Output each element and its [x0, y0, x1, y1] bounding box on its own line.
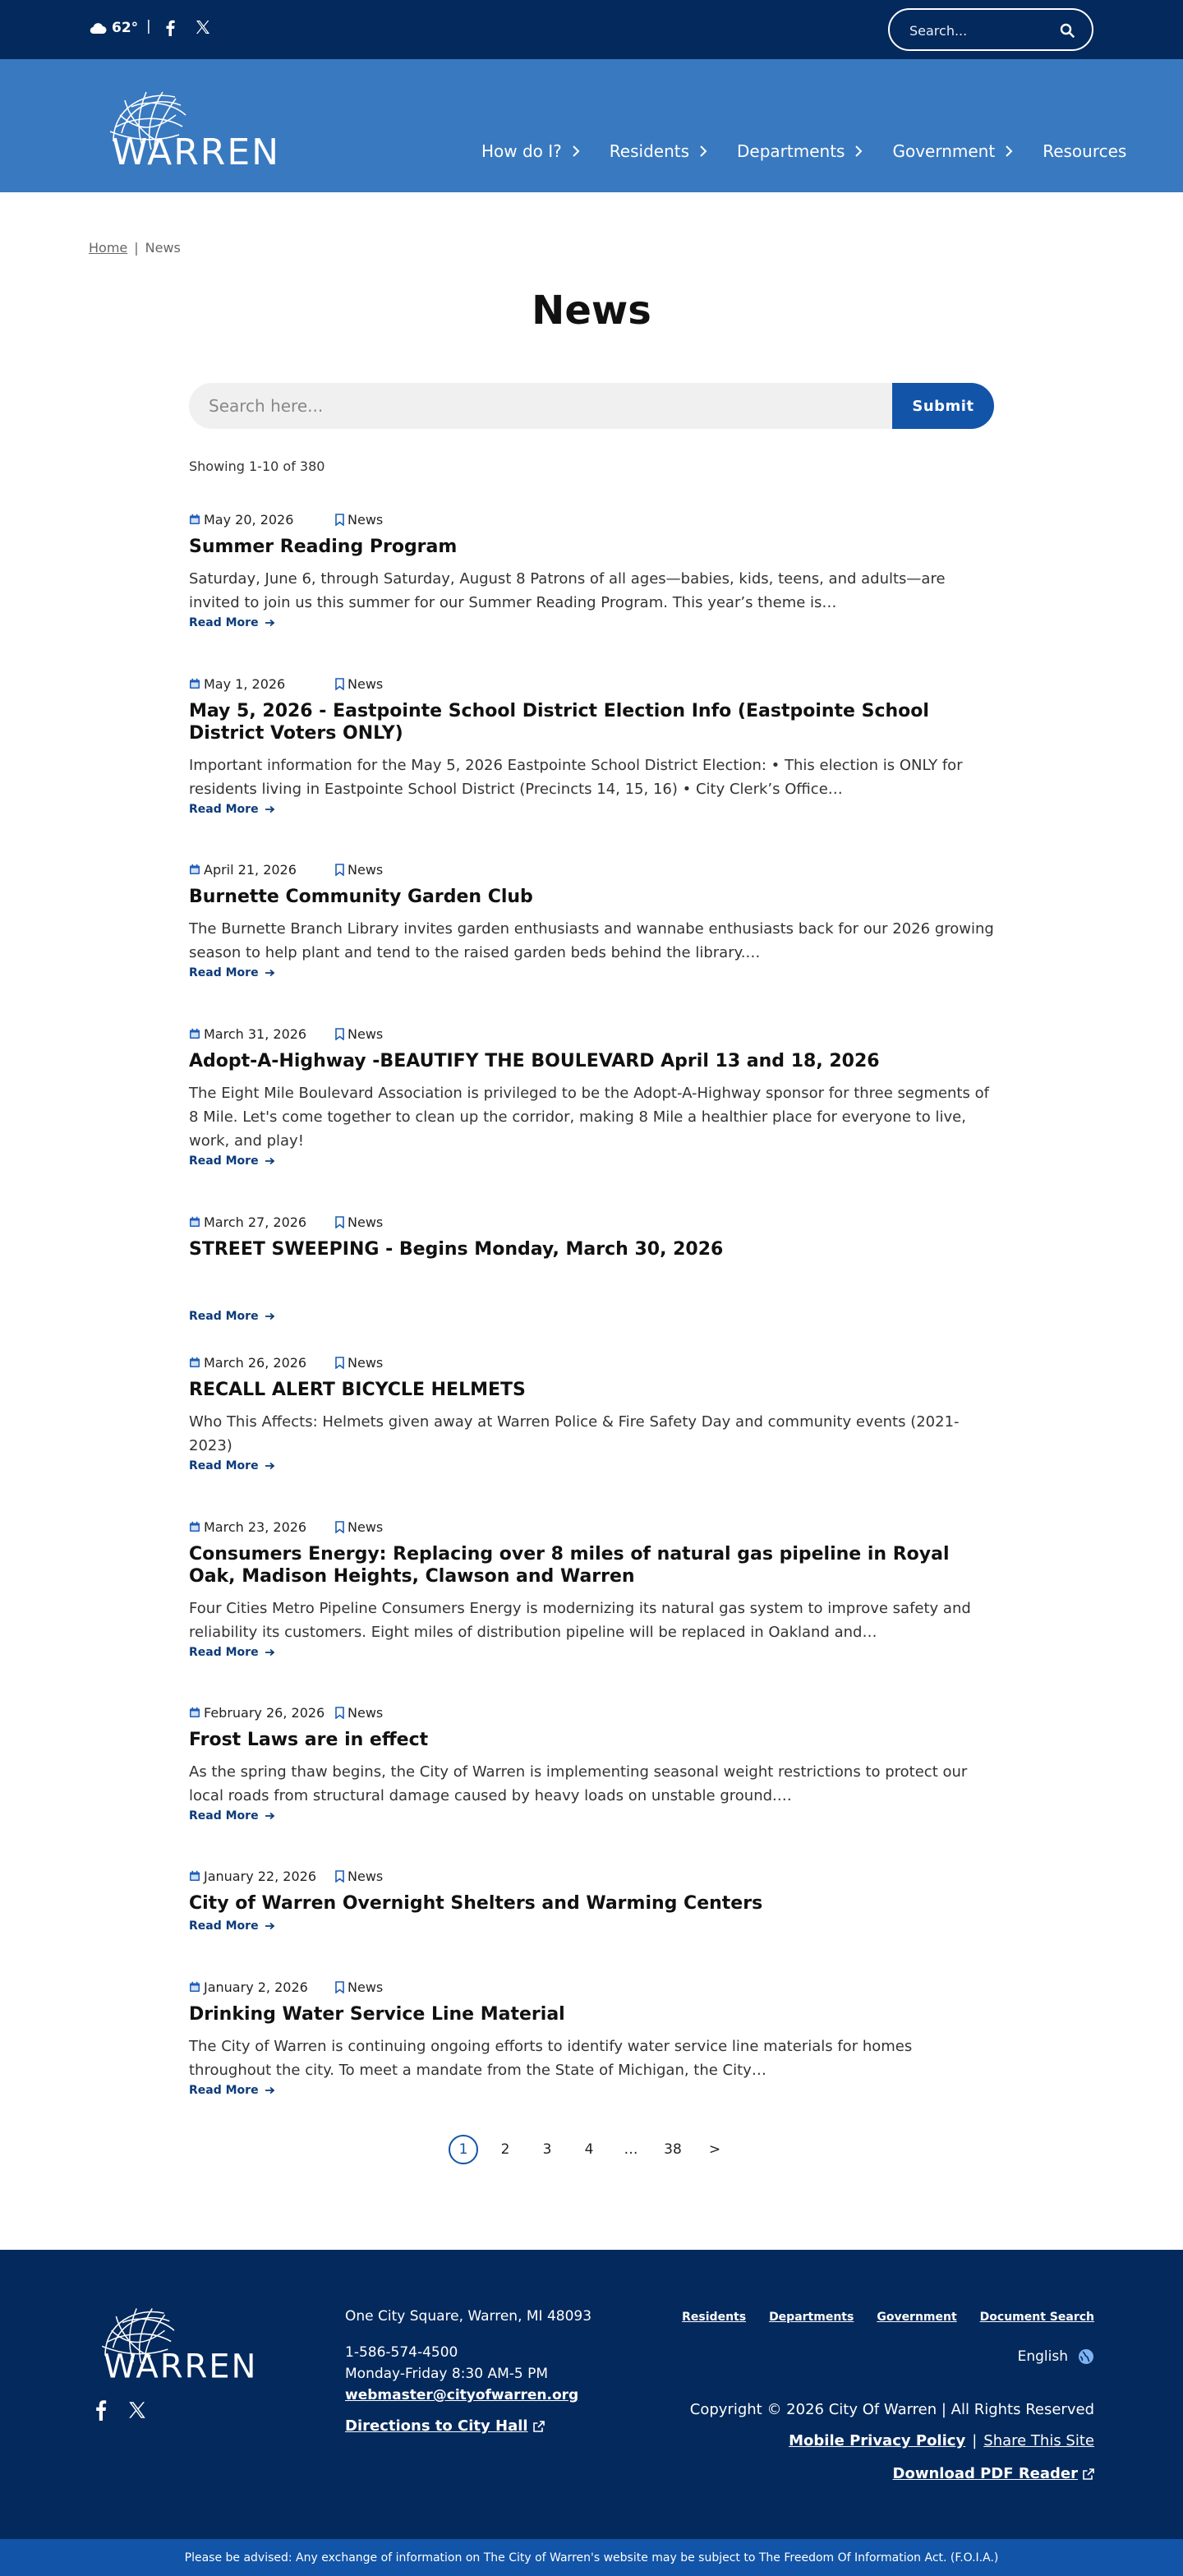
site-header: [0, 59, 1183, 192]
external-link-icon: [533, 2421, 545, 2432]
article-tag-label: News: [348, 1868, 384, 1884]
bookmark-icon: [335, 1981, 344, 1993]
breadcrumb-home-link[interactable]: Home: [89, 240, 128, 256]
pagination-page[interactable]: 2: [500, 2141, 510, 2158]
news-article: [189, 675, 997, 816]
article-tag[interactable]: [335, 862, 383, 878]
chevron-right-icon: [699, 145, 707, 158]
article-meta: [189, 1704, 997, 1721]
article-excerpt: As the spring thaw begins, the City of Warren is implementing seasonal weight restrictions to protect our local roads from structural damage caused by heavy loads on unstable ground.…: [189, 1763, 968, 1804]
weather-widget[interactable]: [89, 20, 138, 36]
article-tag-label: News: [348, 1025, 384, 1042]
news-search: [189, 383, 994, 429]
footer-links: [682, 2311, 1094, 2324]
nav-government[interactable]: [892, 141, 1013, 161]
x-twitter-icon[interactable]: [196, 20, 210, 35]
article-excerpt-empty: [189, 1260, 997, 1308]
pagination-page[interactable]: 4: [584, 2141, 594, 2158]
calendar-icon: [189, 1870, 200, 1882]
top-search-input[interactable]: [909, 21, 1057, 39]
footer-address: One City Square, Warren, MI 48093: [345, 2308, 592, 2325]
article-date: March 23, 2026: [204, 1518, 307, 1535]
article-meta: [189, 1868, 997, 1884]
article-date: March 26, 2026: [204, 1354, 307, 1371]
read-more-label: Read More: [189, 1809, 259, 1823]
bookmark-icon: [335, 1870, 344, 1882]
footer-phone[interactable]: 1-586-574-4500: [345, 2344, 458, 2361]
mobile-privacy-link[interactable]: Mobile Privacy Policy: [789, 2432, 966, 2449]
article-tag-label: News: [348, 1979, 384, 1995]
nav-departments[interactable]: [737, 141, 863, 161]
bookmark-icon: [335, 1357, 344, 1369]
article-title[interactable]: City of Warren Overnight Shelters and Warming Centers: [189, 1893, 763, 1914]
arrow-right-icon: [265, 2086, 275, 2094]
article-date: March 31, 2026: [204, 1025, 307, 1042]
calendar-icon: [189, 864, 200, 875]
breadcrumb-separator: |: [134, 240, 139, 256]
topbar-separator: |: [146, 18, 151, 35]
nav-residents[interactable]: [610, 141, 707, 161]
top-bar: [0, 0, 1183, 59]
news-search-input[interactable]: [189, 383, 892, 429]
read-more-label: Read More: [189, 1646, 259, 1659]
share-site-link[interactable]: Share This Site: [983, 2432, 1094, 2449]
article-meta: [189, 1214, 997, 1230]
article-date: April 21, 2026: [204, 861, 297, 878]
article-tag[interactable]: [335, 1869, 383, 1884]
article-excerpt: Who This Affects: Helmets given away at Warren Police & Fire Safety Day and community events (2021-2023): [189, 1413, 960, 1454]
read-more-label: Read More: [189, 1459, 259, 1472]
article-tag-label: News: [348, 1354, 384, 1371]
article-date: January 2, 2026: [204, 1979, 308, 1995]
article-date: January 22, 2026: [204, 1868, 316, 1884]
article-tag[interactable]: [335, 1355, 383, 1371]
article-tag[interactable]: [335, 1705, 383, 1721]
article-tag-label: News: [348, 1518, 384, 1535]
pdf-reader-link[interactable]: [893, 2465, 1094, 2482]
pagination-page[interactable]: 38: [664, 2141, 682, 2158]
calendar-icon: [189, 1521, 200, 1532]
bookmark-icon: [335, 1521, 344, 1533]
article-excerpt: The Eight Mile Boulevard Association is privileged to be the Adopt-A-Highway sponsor for three segments of 8 Mile. Let's come together to clean up the corridor, making 8 Mile a healthier place for everyone to live, work, and play!: [189, 1085, 989, 1150]
article-meta: [189, 1354, 997, 1371]
news-article: [189, 1518, 997, 1659]
page-title: News: [532, 288, 651, 334]
results-count: Showing 1-10 of 380: [189, 459, 325, 474]
warren-logo[interactable]: [97, 82, 311, 173]
read-more-link[interactable]: [189, 1646, 997, 1659]
arrow-right-icon: [265, 1157, 275, 1165]
article-tag[interactable]: [335, 512, 383, 528]
article-tag-label: News: [348, 511, 384, 528]
footer-x-twitter-icon[interactable]: [128, 2401, 146, 2419]
read-more-link[interactable]: [189, 1919, 997, 1933]
directions-label: Directions to City Hall: [345, 2417, 528, 2435]
footer-logo-text: WARREN: [104, 2348, 258, 2385]
read-more-label: Read More: [189, 1310, 259, 1323]
article-tag[interactable]: [335, 1026, 383, 1042]
article-date: February 26, 2026: [204, 1704, 325, 1721]
search-icon[interactable]: [1059, 22, 1075, 39]
article-excerpt: Saturday, June 6, through Saturday, August 8 Patrons of all ages—babies, kids, teens, and adults—are invited to join us this summer for our Summer Reading Program. This year’s theme is…: [189, 570, 946, 611]
globe-icon: [1078, 2348, 1094, 2365]
footer-contact: [345, 2306, 592, 2406]
breadcrumb-current: News: [145, 240, 181, 256]
read-more-link[interactable]: [189, 1809, 997, 1823]
article-title[interactable]: Drinking Water Service Line Material: [189, 2004, 565, 2025]
read-more-label: Read More: [189, 1154, 259, 1168]
article-title[interactable]: RECALL ALERT BICYCLE HELMETS: [189, 1380, 526, 1400]
read-more-link[interactable]: [189, 1459, 997, 1472]
pagination: [449, 2135, 742, 2164]
nav-label: Departments: [737, 141, 845, 161]
news-article: [189, 1214, 997, 1323]
article-tag-label: News: [348, 861, 384, 878]
article-date: May 20, 2026: [204, 511, 294, 528]
article-title[interactable]: Consumers Energy: Replacing over 8 miles of natural gas pipeline in Royal Oak, Madison Heights, Clawson and Warren: [189, 1544, 950, 1587]
calendar-icon: [189, 1028, 200, 1039]
news-article: [189, 1025, 997, 1168]
chevron-right-icon: [1005, 145, 1013, 158]
facebook-icon[interactable]: [164, 20, 176, 36]
news-article: [189, 1979, 997, 2097]
footer-link-government[interactable]: Government: [877, 2311, 957, 2324]
news-article: [189, 861, 997, 979]
article-title[interactable]: Adopt-A-Highway -BEAUTIFY THE BOULEVARD April 13 and 18, 2026: [189, 1051, 880, 1071]
article-tag[interactable]: [335, 1979, 383, 1995]
article-excerpt: The City of Warren is continuing ongoing efforts to identify water service line materials for homes throughout the city. To meet a mandate from the State of Michigan, the City…: [189, 2038, 913, 2079]
calendar-icon: [189, 1981, 200, 1993]
article-excerpt: Four Cities Metro Pipeline Consumers Energy is modernizing its natural gas system to improve safety and reliability its customers. Eight miles of distribution pipeline will be replaced in Oakland and…: [189, 1600, 971, 1641]
read-more-label: Read More: [189, 803, 259, 816]
read-more-label: Read More: [189, 966, 259, 979]
footer-policy-row: [789, 2432, 1094, 2449]
article-date: March 27, 2026: [204, 1214, 307, 1230]
bookmark-icon: [335, 1216, 344, 1228]
arrow-right-icon: [265, 1462, 275, 1470]
read-more-link[interactable]: [189, 966, 997, 979]
arrow-right-icon: [265, 1922, 275, 1930]
language-selector[interactable]: [1018, 2348, 1094, 2365]
bookmark-icon: [335, 678, 344, 690]
pagination-next[interactable]: >: [708, 2141, 721, 2158]
news-article: [189, 1354, 997, 1472]
article-title[interactable]: Frost Laws are in effect: [189, 1730, 429, 1750]
bookmark-icon: [335, 864, 344, 876]
article-tag-label: News: [348, 675, 384, 692]
bookmark-icon: [335, 1707, 344, 1719]
chevron-right-icon: [572, 145, 580, 158]
article-meta: [189, 1979, 997, 1995]
article-meta: [189, 675, 997, 692]
pdf-reader-label: Download PDF Reader: [892, 2465, 1078, 2482]
read-more-label: Read More: [189, 616, 259, 629]
article-title[interactable]: Burnette Community Garden Club: [189, 887, 533, 907]
article-tag-label: News: [348, 1214, 384, 1230]
footer-hours: Monday-Friday 8:30 AM-5 PM: [345, 2366, 549, 2382]
article-meta: [189, 1518, 997, 1535]
article-excerpt: The Burnette Branch Library invites garden enthusiasts and wannabe enthusiasts back for our 2026 growing season to help plant and tend to the raised garden beds behind the library.…: [189, 920, 994, 961]
policy-separator: |: [972, 2432, 978, 2449]
arrow-right-icon: [265, 619, 275, 627]
copyright: Copyright © 2026 City Of Warren | All Rights Reserved: [689, 2401, 1094, 2418]
article-meta: [189, 511, 997, 528]
article-date: May 1, 2026: [204, 675, 286, 692]
foia-notice: Please be advised: Any exchange of information on The City of Warren's website may be subject to The Freedom Of Information Act. (F.O.I.A.): [0, 2539, 1183, 2576]
arrow-right-icon: [265, 1812, 275, 1820]
nav-label: Government: [892, 141, 996, 161]
article-excerpt-empty: [189, 1915, 997, 1918]
article-meta: [189, 1025, 997, 1042]
read-more-label: Read More: [189, 1919, 259, 1933]
article-tag[interactable]: [335, 1519, 383, 1535]
footer-link-departments[interactable]: Departments: [769, 2311, 854, 2324]
arrow-right-icon: [265, 1312, 275, 1320]
breadcrumb: [89, 240, 181, 256]
arrow-right-icon: [265, 969, 275, 977]
read-more-link[interactable]: [189, 1154, 997, 1168]
nav-label: Resources: [1043, 141, 1127, 161]
calendar-icon: [189, 678, 200, 689]
article-tag[interactable]: [335, 1214, 383, 1230]
article-tag[interactable]: [335, 676, 383, 692]
bookmark-icon: [335, 1028, 344, 1040]
read-more-label: Read More: [189, 2084, 259, 2097]
article-title[interactable]: STREET SWEEPING - Begins Monday, March 30, 2026: [189, 1239, 724, 1260]
footer-facebook-icon[interactable]: [95, 2399, 107, 2421]
pagination-page[interactable]: 1: [449, 2135, 478, 2164]
cloud-icon: [89, 21, 107, 35]
calendar-icon: [189, 1707, 200, 1718]
calendar-icon: [189, 514, 200, 525]
read-more-link[interactable]: [189, 616, 997, 629]
submit-button[interactable]: Submit: [892, 383, 994, 429]
chevron-right-icon: [854, 145, 863, 158]
top-search-box: [888, 8, 1093, 51]
nav-label: How do I?: [481, 141, 562, 161]
external-link-icon: [1083, 2468, 1094, 2480]
weather-temp: 62°: [112, 20, 139, 36]
read-more-link[interactable]: [189, 803, 997, 816]
footer-warren-logo[interactable]: [89, 2299, 294, 2385]
language-label: English: [1017, 2348, 1068, 2365]
nav-label: Residents: [609, 141, 690, 161]
site-footer: [0, 2250, 1183, 2539]
logo-text: WARREN: [112, 131, 281, 173]
article-excerpt: Important information for the May 5, 2026 Eastpointe School District Election: • This election is ONLY for residents living in Eastpointe School District (Precincts 14, 15, 16) • City Clerk’s Office…: [189, 757, 963, 798]
news-article: [189, 1704, 997, 1823]
pagination-ellipsis: …: [624, 2141, 638, 2158]
article-title[interactable]: Summer Reading Program: [189, 537, 458, 557]
news-article: [189, 511, 997, 629]
nav-resources[interactable]: [1043, 141, 1126, 161]
article-title[interactable]: May 5, 2026 - Eastpointe School District Election Info (Eastpointe School District Voters ONLY): [189, 701, 929, 744]
article-meta: [189, 861, 997, 878]
pagination-page[interactable]: 3: [542, 2141, 552, 2158]
news-article: [189, 1868, 997, 1933]
footer-link-residents[interactable]: Residents: [682, 2311, 747, 2324]
bookmark-icon: [335, 514, 344, 526]
arrow-right-icon: [265, 805, 275, 813]
directions-link[interactable]: [345, 2417, 545, 2435]
main-nav: [481, 141, 1126, 161]
read-more-link[interactable]: [189, 1310, 997, 1323]
nav-how-do-i[interactable]: [481, 141, 580, 161]
arrow-right-icon: [265, 1648, 275, 1657]
footer-link-document-search[interactable]: Document Search: [979, 2311, 1094, 2324]
calendar-icon: [189, 1357, 200, 1368]
article-tag-label: News: [348, 1704, 384, 1721]
calendar-icon: [189, 1216, 200, 1228]
footer-email-link[interactable]: webmaster@cityofwarren.org: [345, 2387, 579, 2403]
read-more-link[interactable]: [189, 2084, 997, 2097]
